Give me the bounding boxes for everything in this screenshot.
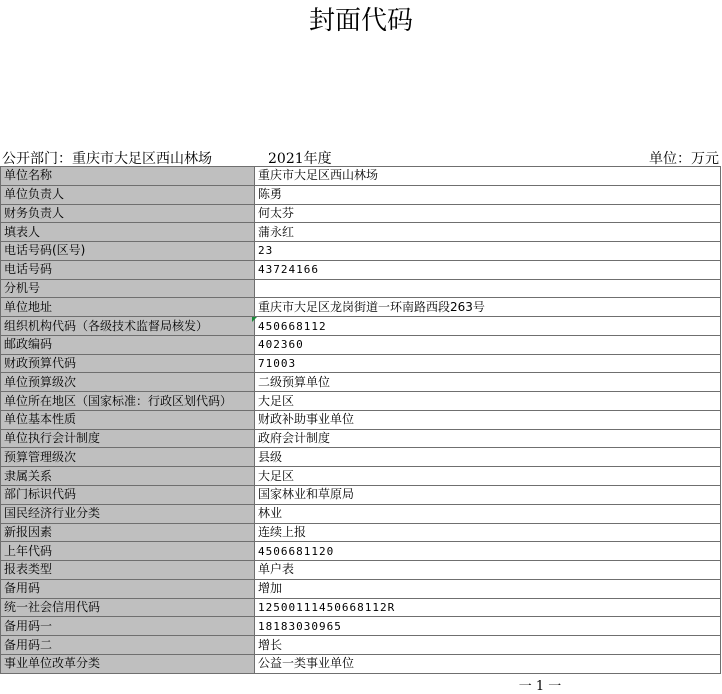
currency-unit: 单位：万元 [649, 151, 719, 167]
field-value[interactable]: 大足区 [255, 392, 721, 411]
field-value[interactable]: 450668112 [255, 317, 721, 336]
field-value[interactable]: 18183030965 [255, 617, 721, 636]
page-number: 一 1 一 [518, 679, 562, 694]
field-value[interactable]: 4506681120 [255, 542, 721, 561]
field-label: 邮政编码 [1, 335, 255, 354]
field-value[interactable]: 陈勇 [255, 185, 721, 204]
table-row [1, 523, 721, 542]
field-label: 组织机构代码（各级技术监督局核发） [1, 317, 255, 336]
fiscal-year: 2021年度 [268, 151, 332, 167]
table-row [1, 279, 721, 298]
table-row [1, 185, 721, 204]
field-label: 财务负责人 [1, 204, 255, 223]
field-label: 报表类型 [1, 561, 255, 580]
table-row [1, 392, 721, 411]
table-row [1, 298, 721, 317]
field-label: 单位地址 [1, 298, 255, 317]
table-row [1, 579, 721, 598]
field-label: 单位执行会计制度 [1, 429, 255, 448]
field-label: 分机号 [1, 279, 255, 298]
table-row [1, 204, 721, 223]
field-label: 隶属关系 [1, 467, 255, 486]
table-row [1, 448, 721, 467]
field-value[interactable]: 43724166 [255, 260, 721, 279]
field-label: 国民经济行业分类 [1, 504, 255, 523]
field-value[interactable]: 402360 [255, 335, 721, 354]
field-label: 单位预算级次 [1, 373, 255, 392]
department-label: 公开部门：重庆市大足区西山林场 [2, 151, 212, 167]
table-row [1, 335, 721, 354]
field-value[interactable]: 财政补助事业单位 [255, 410, 721, 429]
field-value[interactable]: 二级预算单位 [255, 373, 721, 392]
table-row [1, 354, 721, 373]
field-value[interactable]: 公益一类事业单位 [255, 654, 721, 673]
field-label: 备用码一 [1, 617, 255, 636]
field-label: 预算管理级次 [1, 448, 255, 467]
table-row [1, 598, 721, 617]
field-label: 统一社会信用代码 [1, 598, 255, 617]
table-row [1, 260, 721, 279]
table-row [1, 429, 721, 448]
report-meta [0, 146, 722, 166]
field-value[interactable]: 增加 [255, 579, 721, 598]
field-label: 单位名称 [1, 167, 255, 186]
field-value[interactable]: 重庆市大足区西山林场 [255, 167, 721, 186]
field-value[interactable]: 连续上报 [255, 523, 721, 542]
field-value[interactable]: 增长 [255, 636, 721, 655]
field-value[interactable]: 政府会计制度 [255, 429, 721, 448]
field-label: 部门标识代码 [1, 486, 255, 505]
field-label: 单位负责人 [1, 185, 255, 204]
table-row [1, 654, 721, 673]
field-value[interactable]: 何太芬 [255, 204, 721, 223]
page-title: 封面代码 [308, 6, 413, 36]
table-row [1, 410, 721, 429]
field-label: 事业单位改革分类 [1, 654, 255, 673]
table-row [1, 167, 721, 186]
field-label: 单位所在地区（国家标准：行政区划代码） [1, 392, 255, 411]
field-value[interactable]: 12500111450668112R [255, 598, 721, 617]
field-value[interactable]: 国家林业和草原局 [255, 486, 721, 505]
field-value[interactable]: 蒲永红 [255, 223, 721, 242]
table-row [1, 317, 721, 336]
table-row [1, 467, 721, 486]
field-value[interactable]: 大足区 [255, 467, 721, 486]
field-label: 填表人 [1, 223, 255, 242]
field-value[interactable]: 单户表 [255, 561, 721, 580]
field-value[interactable]: 林业 [255, 504, 721, 523]
field-value[interactable]: 重庆市大足区龙岗街道一环南路西段263号 [255, 298, 721, 317]
table-row [1, 504, 721, 523]
table-row [1, 561, 721, 580]
field-value[interactable] [255, 279, 721, 298]
table-row [1, 617, 721, 636]
field-value[interactable]: 23 [255, 242, 721, 261]
table-row [1, 242, 721, 261]
field-label: 新报因素 [1, 523, 255, 542]
field-label: 备用码 [1, 579, 255, 598]
table-row [1, 223, 721, 242]
table-row [1, 373, 721, 392]
field-label: 电话号码(区号) [1, 242, 255, 261]
table-row [1, 542, 721, 561]
field-label: 上年代码 [1, 542, 255, 561]
field-label: 财政预算代码 [1, 354, 255, 373]
field-label: 备用码二 [1, 636, 255, 655]
cover-code-table [0, 166, 721, 674]
field-label: 单位基本性质 [1, 410, 255, 429]
table-row [1, 636, 721, 655]
field-label: 电话号码 [1, 260, 255, 279]
field-value[interactable]: 县级 [255, 448, 721, 467]
field-value[interactable]: 71003 [255, 354, 721, 373]
table-row [1, 486, 721, 505]
cell-comment-marker [252, 317, 257, 322]
